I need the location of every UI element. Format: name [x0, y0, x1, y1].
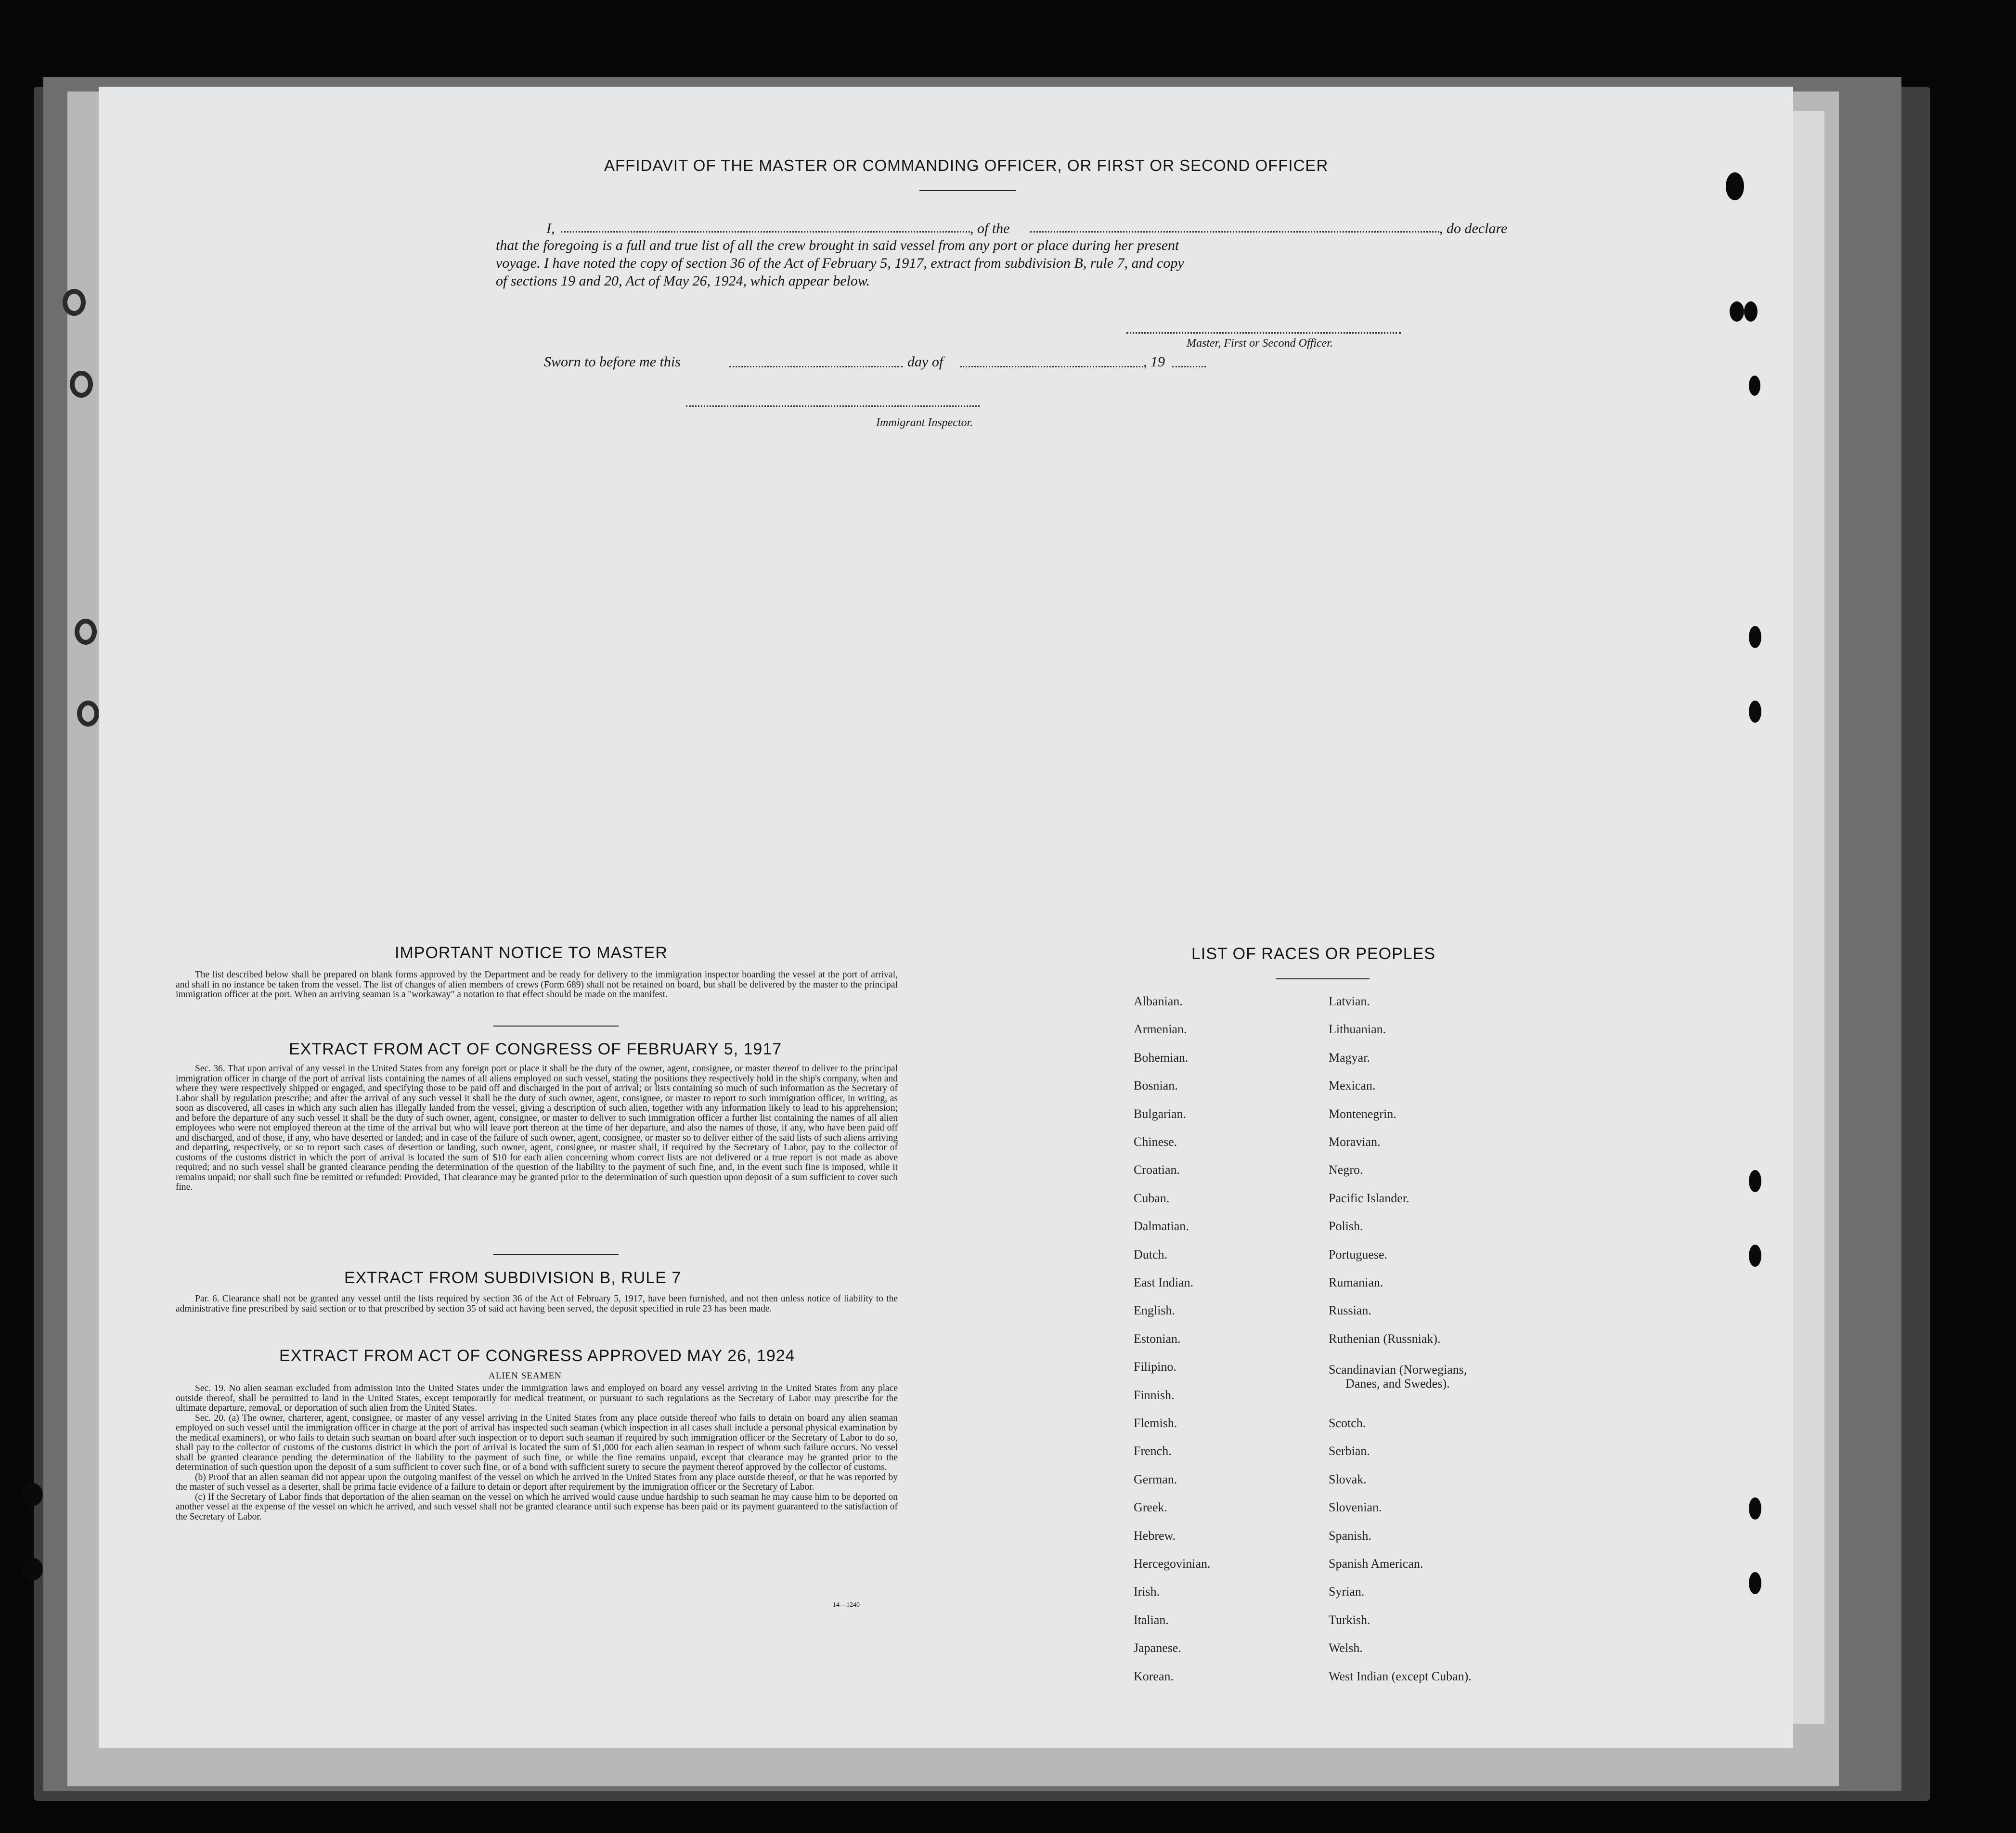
race-item: Irish.: [1134, 1585, 1160, 1599]
race-item: East Indian.: [1134, 1275, 1194, 1289]
race-item: Welsh.: [1329, 1641, 1363, 1655]
race-item: Estonian.: [1134, 1331, 1181, 1346]
declare-i: I,: [546, 221, 555, 236]
race-item: English.: [1134, 1303, 1175, 1318]
race-item: Polish.: [1329, 1219, 1363, 1234]
race-item: Finnish.: [1134, 1388, 1175, 1402]
race-item: Japanese.: [1134, 1641, 1181, 1655]
sec-36-paragraph: Sec. 36. That upon arrival of any vessel in the United States from any foreign port or place it shall be the duty of the owner, agent, consignee, or master thereof to deliver to the principal immigration officer in charge of the port of arrival lists containing the names of all aliens employed on such vessel, stating the positions they respectively hold in the ship's company, when and where they were respectively shipped or engaged, and specifying those to be paid off and discharged in the port of arrival; or lists containing so much of such information as the Secretary of Labor shall by regulation prescribe; and after the arrival of any such vessel it shall be the duty of such owner, agent, consignee, or master to report to such immigration officer, in writing, as soon as discovered, all cases in which any such alien has illegally landed from the vessel, giving a description of such alien, together with any information likely to lead to his apprehension; and before the departure of any such vessel it shall be the duty of such owner, agent, consignee, or master to deliver to such immigration officer a further list containing the names of all alien employees who were not employed thereon at the time of the arrival but who will leave port thereon at the time of her departure, and also the names of those, if any, who have been paid off and discharged, and of those, if any, who have deserted or landed; and in case of the failure of such owner, agent, consignee, or master so to deliver either of the said lists of such aliens arriving and departing, respectively, or so to report such cases of desertion or landing, such owner, agent, consignee, or master shall, if required by the Secretary of Labor, pay to the collector of customs of the customs district in which the port of arrival is located the sum of $10 for each alien concerning whom correct lists are not delivered or a true report is not made as above required; and no such vessel shall be granted clearance pending the determination of the question of the liability to the payment of such fine, and, in the event such fine is imposed, while it remains unpaid; nor shall such fine be remitted or refunded: Provided, That clearance may be granted prior to the determination of such question upon deposit of a sum sufficient to cover such fine.: [176, 1064, 898, 1192]
race-item: West Indian (except Cuban).: [1329, 1669, 1472, 1683]
race-item: Chinese.: [1134, 1135, 1177, 1149]
do-declare-text: , do declare: [1439, 221, 1508, 236]
race-item: Slovenian.: [1329, 1500, 1382, 1515]
sec-20c-paragraph: (c) If the Secretary of Labor finds that deportation of the alien seaman on the vessel on which he arrived would cause undue hardship to such seaman he may cause him to be deported on another vessel at the expense of the vessel on which he arrived, and such vessel shall not be granted clearance until such expense has been paid or its payment guaranteed to the satisfaction of the Secretary of Labor.: [176, 1492, 898, 1522]
race-item: Magyar.: [1329, 1050, 1370, 1065]
race-item: Ruthenian (Russniak).: [1329, 1331, 1441, 1346]
race-item: Portuguese.: [1329, 1247, 1388, 1261]
affidavit-line-2: that the foregoing is a full and true list of all the crew brought in said vessel from any port or place during her present: [496, 237, 1179, 253]
race-item: Spanish.: [1329, 1528, 1371, 1543]
race-item: Albanian.: [1134, 994, 1183, 1008]
extract-1917-title: EXTRACT FROM ACT OF CONGRESS OF FEBRUARY 5, 1917: [289, 1040, 782, 1058]
race-item: Flemish.: [1134, 1416, 1177, 1430]
race-item: Syrian.: [1329, 1585, 1365, 1599]
race-item: Croatian.: [1134, 1163, 1180, 1177]
race-item: Italian.: [1134, 1612, 1169, 1627]
notice-title: IMPORTANT NOTICE TO MASTER: [395, 944, 668, 962]
extract-1924-title: EXTRACT FROM ACT OF CONGRESS APPROVED MAY 26, 1924: [279, 1347, 795, 1365]
race-item: Mexican.: [1329, 1079, 1376, 1093]
binder-ring-icon: [77, 701, 99, 727]
race-item: Scandinavian (Norwegians,: [1329, 1363, 1467, 1377]
race-item: Montenegrin.: [1329, 1106, 1396, 1121]
race-item: Serbian.: [1329, 1444, 1370, 1458]
race-item: Spanish American.: [1329, 1557, 1423, 1571]
race-item: Moravian.: [1329, 1135, 1381, 1149]
race-item: Korean.: [1134, 1669, 1174, 1683]
race-item: Bulgarian.: [1134, 1106, 1187, 1121]
form-number: 14—1240: [833, 1601, 860, 1609]
race-item: Latvian.: [1329, 994, 1370, 1008]
binder-ring-icon: [70, 371, 93, 398]
race-item: Bosnian.: [1134, 1079, 1178, 1093]
race-item: French.: [1134, 1444, 1172, 1458]
year-text: , 19: [1143, 354, 1165, 370]
of-the-text: , of the: [970, 221, 1010, 236]
sec-19-paragraph: Sec. 19. No alien seaman excluded from admission into the United States under the immigration laws and employed on board any vessel arriving in the United States from any place outside thereof, shall be permitted to land in the United States, except temporarily for medical treatment, or pursuant to such regulations as the Secretary of Labor may prescribe for the ultimate departure, removal, or deportation of such alien from the United States.: [176, 1383, 898, 1413]
race-item: Rumanian.: [1329, 1275, 1383, 1289]
binder-ring-icon: [75, 619, 97, 645]
binder-ring-icon: [63, 289, 86, 316]
alien-seamen-subtitle: ALIEN SEAMEN: [489, 1371, 562, 1381]
binder-hole-icon: [22, 1483, 43, 1506]
race-item: Cuban.: [1134, 1191, 1170, 1205]
sworn-text: Sworn to before me this: [544, 354, 681, 370]
race-item: Negro.: [1329, 1163, 1363, 1177]
day-of-text: day of: [907, 354, 943, 370]
races-title: LIST OF RACES OR PEOPLES: [1191, 945, 1436, 963]
race-item: Scotch.: [1329, 1416, 1366, 1430]
race-item: German.: [1134, 1472, 1177, 1486]
sec-20b-paragraph: (b) Proof that an alien seaman did not appear upon the outgoing manifest of the vessel on which he arrived in the United States from any place outside thereof, or that he was reported by the master of such vessel as a deserter, shall be prima facie evidence of a failure to detain or deport after requirement by the immigration officer or the Secretary of Labor.: [176, 1472, 898, 1492]
sec-20a-paragraph: Sec. 20. (a) The owner, charterer, agent, consignee, or master of any vessel arriving in the United States from any place outside thereof who fails to detain on board any alien seaman employed on such vessel until the immigration officer in charge at the port of arrival has inspected such seaman (which inspection in all cases shall include a personal physical examination by the medical examiners), or who fails to detain such seaman on board after such inspection or to deport such seaman if required by such immigration officer or the Secretary of Labor to do so, shall pay to the collector of customs of the customs district in which the port of arrival is located the sum of $1,000 for each alien seaman in respect of whom such failure occurs. No vessel shall be granted clearance pending the determination of the liability to the payment of such fine, or while the fine remains unpaid, except that clearance may be granted prior to the determination of such question upon the deposit of a sum sufficient to cover such fine, or of a bond with sufficient surety to secure the payment thereof approved by the collector of customs.: [176, 1413, 898, 1472]
race-item: Danes, and Swedes).: [1345, 1377, 1450, 1391]
extract-b-title: EXTRACT FROM SUBDIVISION B, RULE 7: [344, 1269, 682, 1287]
race-item: Greek.: [1134, 1500, 1168, 1515]
par-6-paragraph: Par. 6. Clearance shall not be granted any vessel until the lists required by section 36 of the Act of February 5, 1917, have been furnished, and not then unless notice of liability to the administrative fine prescribed by said section or to that prescribed by section 35 of said act having been served, the deposit specified in rule 23 has been made.: [176, 1294, 898, 1314]
affidavit-line-3: voyage. I have noted the copy of section 36 of the Act of February 5, 1917, extract from subdivision B, rule 7, and copy: [496, 255, 1184, 271]
race-item: Hebrew.: [1134, 1528, 1176, 1543]
race-item: Bohemian.: [1134, 1050, 1189, 1065]
form-page: [99, 87, 1793, 1748]
signature-label: Master, First or Second Officer.: [1187, 337, 1333, 350]
race-item: Filipino.: [1134, 1360, 1176, 1374]
race-item: Lithuanian.: [1329, 1022, 1386, 1037]
race-item: Turkish.: [1329, 1612, 1370, 1627]
race-item: Dalmatian.: [1134, 1219, 1189, 1234]
notice-paragraph: The list described below shall be prepared on blank forms approved by the Department and be ready for delivery to the immigration inspector boarding the vessel at the port of arrival, and shall in no instance be taken from the vessel. The list of changes of alien members of crews (Form 689) shall not be retained on board, but shall be delivered by the master to the principal immigration officer at the port. When an arriving seaman is a "workaway" a notation to that effect should be made on the manifest.: [176, 970, 898, 1000]
race-item: Dutch.: [1134, 1247, 1168, 1261]
inspector-label: Immigrant Inspector.: [876, 416, 973, 429]
race-item: Slovak.: [1329, 1472, 1367, 1486]
race-item: Russian.: [1329, 1303, 1371, 1318]
binder-hole-icon: [22, 1558, 43, 1581]
affidavit-title: AFFIDAVIT OF THE MASTER OR COMMANDING OFFICER, OR FIRST OR SECOND OFFICER: [604, 156, 1329, 174]
affidavit-line-4: of sections 19 and 20, Act of May 26, 1924, which appear below.: [496, 273, 870, 289]
race-item: Hercegovinian.: [1134, 1557, 1211, 1571]
race-item: Pacific Islander.: [1329, 1191, 1409, 1205]
race-item: Armenian.: [1134, 1022, 1187, 1037]
races-list: [99, 87, 1793, 1748]
